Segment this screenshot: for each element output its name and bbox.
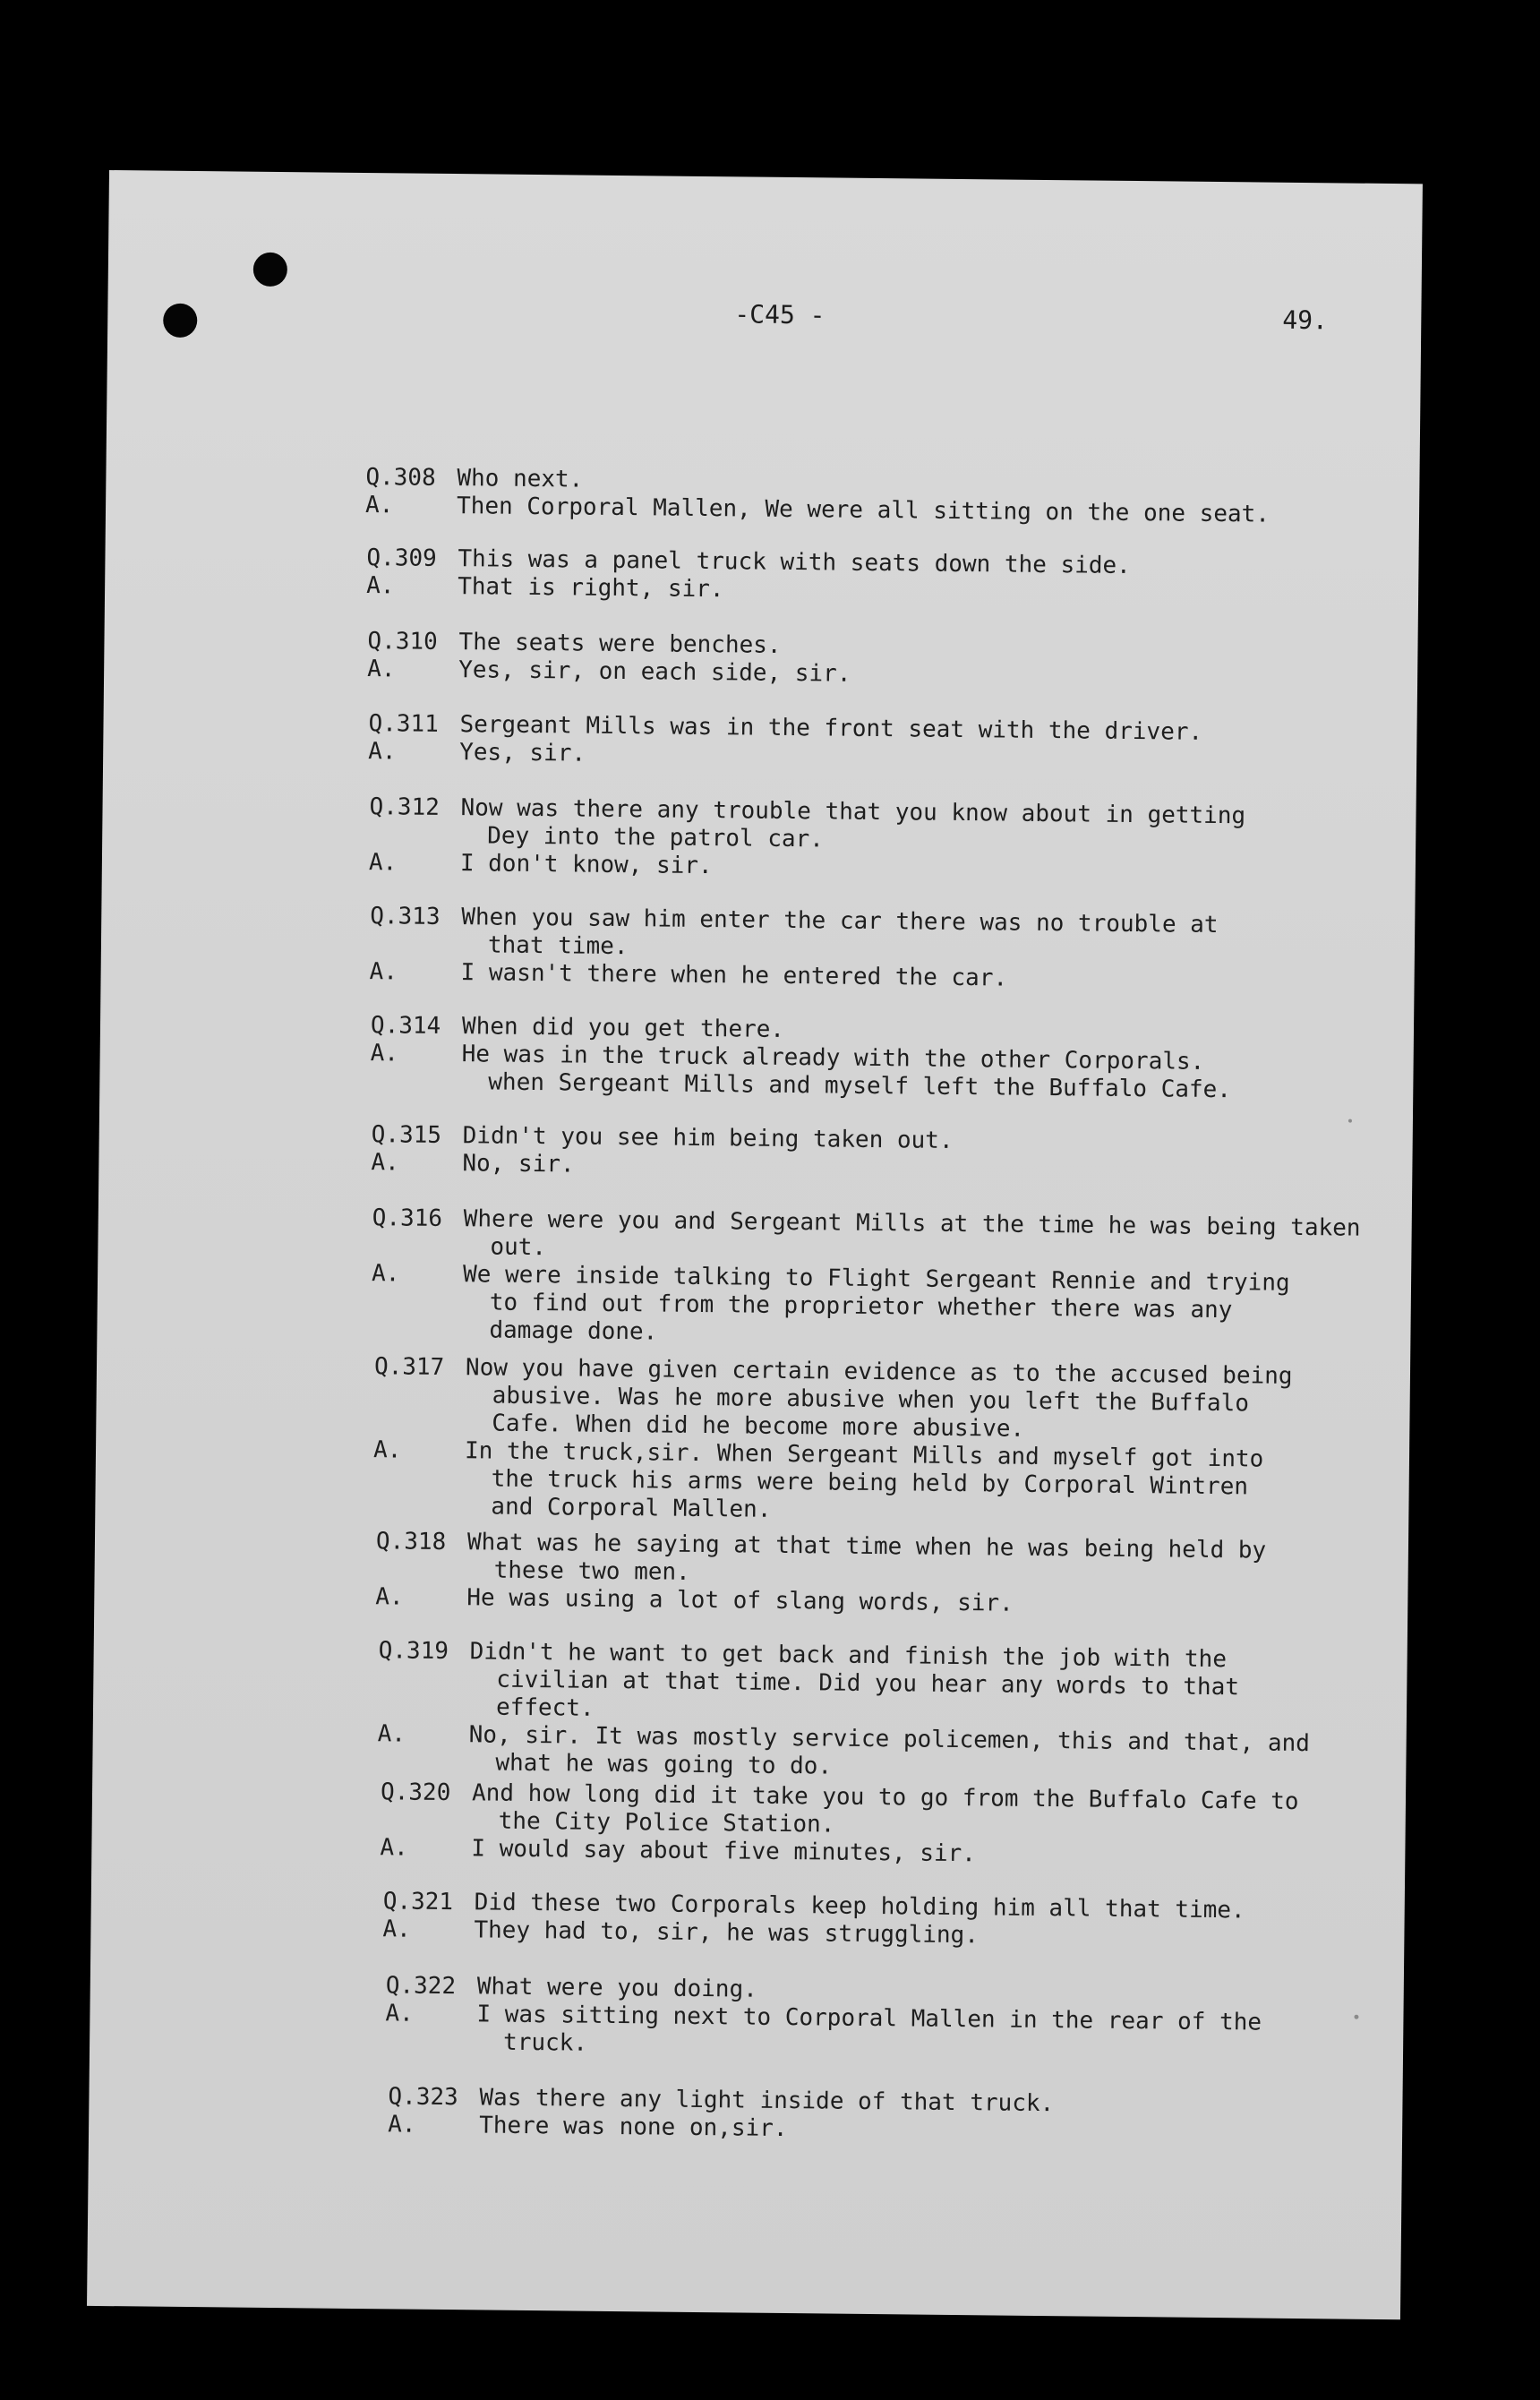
answer-text: I was sitting next to Corporal Mallen in the rear of the [476,2001,1262,2036]
question-text: When you saw him enter the car there was no trouble at [461,904,1219,939]
answer-label: A. [371,1260,400,1288]
question-text: Sergeant Mills was in the front seat with the driver. [459,711,1203,746]
answer-text: I would say about five minutes, sir. [471,1835,977,1868]
question-number: Q.317 [373,1353,445,1381]
answer-text: I don't know, sir. [459,850,713,880]
qa-entry [369,793,1540,890]
answer-label: A. [368,849,398,877]
qa-entry [372,1353,1540,1533]
question-text: that time. [487,931,629,961]
question-text: And how long did it take you to go from the Buffalo Cafe to [471,1779,1299,1816]
answer-text: No, sir. [462,1150,575,1179]
punch-hole [253,253,287,287]
question-number: Q.321 [382,1888,454,1916]
answer-label: A. [369,958,398,986]
question-text: abusive. Was he more abusive when you left the Buffalo [492,1382,1250,1418]
answer-text: damage done. [489,1316,658,1346]
document-code: -C45 - [734,299,826,330]
question-number: Q.320 [380,1779,451,1807]
qa-entry [369,903,1540,999]
answer-label: A. [377,1720,406,1748]
answer-text: and Corporal Mallen. [491,1493,772,1523]
qa-entry [371,1121,1540,1190]
answer-text: truck. [502,2028,588,2057]
qa-entry [375,1528,1540,1624]
question-text: out. [490,1233,547,1262]
question-text: Who next. [457,465,584,493]
paper-speck [1354,2015,1358,2019]
answer-label: A. [367,656,396,683]
question-text: Did these two Corporals keep holding him all that time. [474,1889,1245,1924]
qa-entry [380,1779,1540,1875]
answer-label: A. [385,2000,414,2027]
qa-entry [371,1204,1540,1357]
question-number: Q.322 [385,1972,457,2001]
question-text: What was he saying at that time when he was being held by [466,1529,1267,1564]
question-number: Q.313 [370,903,441,930]
qa-entry [385,1972,1540,2069]
qa-entry [377,1637,1540,1789]
question-text: Cafe. When did he become more abusive. [492,1410,1025,1443]
question-text: the City Police Station. [498,1807,835,1839]
question-number: Q.316 [372,1204,443,1232]
question-number: Q.319 [378,1637,449,1666]
question-text: Now you have given certain evidence as to the accused being [465,1354,1293,1390]
qa-entry [366,544,1540,613]
answer-text: Then Corporal Mallen, We were all sitting on the one seat. [456,493,1270,528]
answer-text: He was in the truck already with the other Corporals. [461,1041,1205,1076]
qa-entry [368,710,1540,779]
question-text: What were you doing. [476,1973,757,2003]
question-number: Q.323 [388,2083,458,2112]
question-number: Q.308 [365,464,436,492]
answer-label: A. [380,1834,408,1862]
page-header [107,293,1421,342]
answer-text: We were inside talking to Flight Sergeant Rennie and trying [462,1261,1290,1297]
question-text: civilian at that time. Did you hear any words to that [496,1666,1240,1701]
answer-text: what he was going to do. [495,1749,833,1780]
question-text: Was there any light inside of that truck. [479,2084,1055,2118]
answer-text: In the truck,sir. When Sergeant Mills and myself got into [464,1437,1264,1473]
answer-text: That is right, sir. [457,573,724,604]
answer-label: A. [388,2111,416,2139]
question-number: Q.312 [369,793,441,821]
answer-text: He was using a lot of slang words, sir. [466,1584,1014,1617]
answer-text: There was none on,sir. [479,2112,788,2143]
qa-entry [388,2083,1540,2152]
answer-label: A. [368,738,397,766]
page-number: 49. [1282,304,1329,336]
transcript-body [88,461,1420,2275]
answer-text: the truck his arms were being held by Corporal Wintren [491,1465,1249,1501]
answer-text: to find out from the proprietor whether there was any [489,1289,1233,1324]
answer-label: A. [371,1149,399,1177]
qa-entry [367,628,1540,697]
answer-text: I wasn't there when he entered the car. [460,959,1008,992]
answer-label: A. [375,1583,404,1611]
answer-label: A. [382,1916,411,1943]
question-text: Dey into the patrol car. [487,822,825,853]
qa-entry [382,1888,1540,1957]
answer-text: Yes, sir, on each side, sir. [458,656,851,688]
question-number: Q.311 [368,710,439,738]
answer-label: A. [364,492,394,519]
question-text: Now was there any trouble that you know about in getting [460,794,1246,830]
answer-text: when Sergeant Mills and myself left the Buffalo Cafe. [488,1068,1232,1104]
question-number: Q.314 [370,1012,441,1040]
question-text: When did you get there. [461,1013,785,1043]
answer-text: Yes, sir. [459,739,586,767]
question-text: Didn't he want to get back and finish the job with the [469,1638,1228,1674]
document-page [87,170,1423,2319]
qa-entry [365,464,1540,533]
answer-label: A. [370,1040,399,1067]
question-number: Q.309 [366,544,437,572]
answer-label: A. [372,1436,402,1464]
question-text: effect. [495,1693,595,1722]
answer-label: A. [365,572,395,600]
question-number: Q.318 [375,1528,447,1556]
question-text: This was a panel truck with seats down the side. [458,545,1131,579]
question-number: Q.310 [367,628,438,656]
question-text: these two men. [493,1556,690,1586]
answer-text: They had to, sir, he was struggling. [474,1916,980,1950]
question-number: Q.315 [371,1121,442,1149]
question-text: Where were you and Sergeant Mills at the time he was being taken [463,1205,1361,1242]
answer-text: No, sir. It was mostly service policemen, this and that, and [468,1721,1311,1758]
question-text: The seats were benches. [458,629,782,659]
paper-speck [1348,1119,1352,1123]
qa-entry [370,1012,1540,1109]
question-text: Didn't you see him being taken out. [462,1122,954,1154]
